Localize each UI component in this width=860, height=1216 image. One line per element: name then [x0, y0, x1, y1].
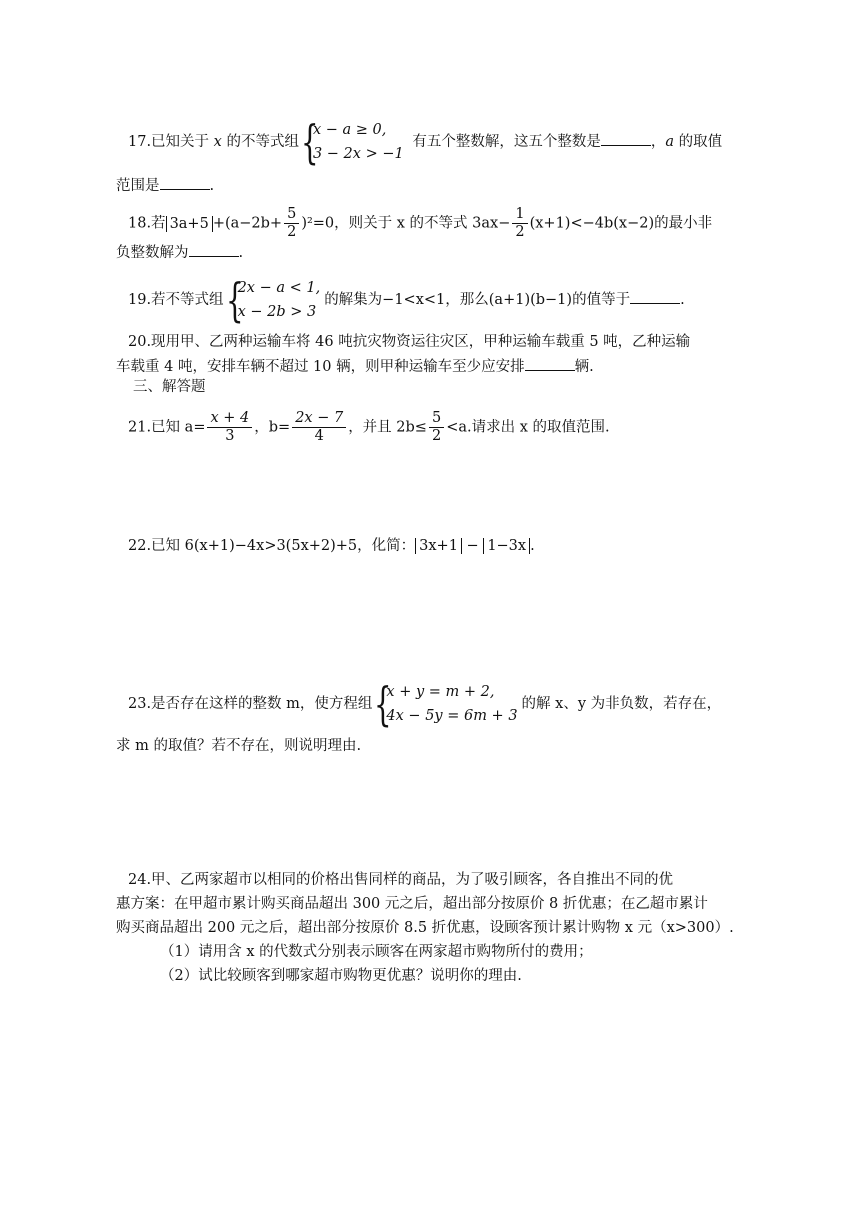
q19-system-row-1: 2x − a < 1, — [237, 280, 321, 296]
q22-abs2-content: 1−3x — [487, 538, 527, 554]
question-23-line-2 — [116, 736, 740, 756]
q17-line2: 范围是 — [116, 178, 160, 194]
q18-line2: 负整数解为 — [116, 245, 189, 261]
q22-absolute-1 — [415, 538, 462, 554]
q17-tail: 的取值 — [673, 134, 723, 150]
question-24-line-2 — [116, 894, 740, 914]
q20-line1: 20.现用甲、乙两种运输车将 46 吨抗灾物资运往灾区，甲种运输车载重 5 吨，乙种运输 — [128, 334, 691, 350]
section-heading-3: 三、解答题 — [133, 379, 206, 395]
q17-blank-2[interactable] — [160, 175, 210, 190]
q17-var-a: a — [665, 134, 674, 150]
q23-line2: 求 m 的取值？若不存在，则说明理由. — [116, 738, 362, 754]
q19-system-row-2: x − 2b > 3 — [237, 304, 317, 320]
question-24-part-1: （1）请用含 x 的代数式分别表示顾客在两家超市购物所付的费用； — [160, 944, 593, 960]
q21-f1-num: x + 4 — [207, 410, 252, 428]
q21-text-b: ，b= — [254, 419, 291, 436]
q20-line2: 车载重 4 吨，安排车辆不超过 10 辆，则甲种运输车至少应安排 — [116, 359, 525, 375]
q19-text: 的解集为−1<x<1，那么(a+1)(b−1)的值等于 — [324, 292, 631, 308]
q18-absolute-value — [166, 216, 213, 232]
q22-abs1-content: 3x+1 — [419, 538, 458, 554]
q23-system-row-2: 4x − 5y = 6m + 3 — [386, 708, 518, 724]
q24-line1: 24.甲、乙两家超市以相同的价格出售同样的商品，为了吸引顾客，各自推出不同的优 — [128, 872, 674, 888]
q19-inequality-system — [225, 273, 321, 327]
question-24 — [128, 870, 740, 890]
q17-system-row-1: x − a ≥ 0, — [312, 122, 387, 138]
q21-fraction-b — [292, 410, 346, 445]
question-21 — [128, 410, 740, 445]
question-17 — [128, 115, 740, 169]
question-18 — [128, 206, 740, 241]
q23-equation-system — [374, 677, 518, 731]
brace-symbol: { — [300, 115, 319, 169]
q19-blank[interactable] — [630, 289, 680, 304]
q21-text-d: <a.请求出 x 的取值范围. — [446, 419, 610, 436]
brace-symbol: { — [374, 677, 392, 731]
q18-f1-den: 2 — [287, 224, 297, 240]
q18-blank[interactable] — [189, 242, 239, 257]
q18-fraction-2 — [512, 206, 527, 241]
q19-end: . — [680, 292, 685, 308]
q21-f3-num: 5 — [429, 410, 444, 428]
q18-lead: 18.若 — [128, 215, 166, 232]
q17-text-2: 有五个整数解，这五个整数是 — [407, 134, 601, 150]
brace-symbol: { — [225, 273, 244, 327]
q20-end: 辆. — [574, 359, 594, 375]
q23-system-row-1: x + y = m + 2, — [386, 684, 495, 700]
q22-end: . — [530, 538, 535, 554]
q23-lead: 23.是否存在这样的整数 m，使方程组 — [128, 696, 373, 712]
q18-fraction-1 — [284, 206, 299, 241]
q18-text-b: +(a−2b+ — [212, 215, 283, 232]
q21-f2-den: 4 — [314, 428, 324, 444]
q19-lead: 19.若不等式组 — [128, 292, 224, 308]
q21-lead: 21.已知 a= — [128, 419, 206, 436]
q18-text-c: )²=0，则关于 x 的不等式 3ax− — [301, 215, 511, 232]
question-24-part-2: （2）试比较顾客到哪家超市购物更优惠？说明你的理由. — [160, 968, 522, 984]
q21-f2-num: 2x − 7 — [292, 410, 346, 428]
q21-f3-den: 2 — [431, 428, 442, 444]
q24-line2: 惠方案：在甲超市累计购买商品超出 300 元之后，超出部分按原价 8 折优惠；在乙超市累计 — [116, 896, 708, 912]
question-20 — [128, 332, 740, 352]
q17-text: 的不等式组 — [221, 134, 299, 150]
question-17-line-2 — [116, 175, 740, 196]
question-22 — [128, 536, 740, 556]
q22-minus: − — [466, 538, 479, 554]
question-23 — [128, 677, 740, 731]
q18-f1-num: 5 — [284, 206, 299, 224]
q21-f1-den: 3 — [225, 428, 235, 444]
q17-comma: ， — [650, 134, 666, 150]
question-19 — [128, 273, 740, 327]
q18-end: . — [238, 245, 244, 261]
q23-text: 的解 x、y 为非负数，若存在， — [521, 696, 722, 712]
q17-lead: 17.已知关于 — [128, 134, 214, 150]
q18-f2-den: 2 — [515, 224, 525, 240]
q22-lead: 22.已知 6(x+1)−4x>3(5x+2)+5，化简： — [128, 538, 416, 554]
q17-end: . — [209, 178, 215, 194]
q20-blank[interactable] — [525, 356, 575, 371]
q21-text-c: ，并且 2b≤ — [348, 419, 427, 436]
q17-system-row-2: 3 − 2x > −1 — [312, 146, 404, 162]
q17-inequality-system — [300, 115, 404, 169]
q21-fraction-a — [207, 410, 252, 445]
q24-line3: 购买商品超出 200 元之后，超出部分按原价 8.5 折优惠，设顾客预计累计购物 x 元（x>300）. — [116, 920, 734, 936]
question-24-line-3 — [116, 918, 740, 938]
q21-fraction-c — [429, 410, 444, 445]
q17-var-x: x — [213, 134, 222, 150]
question-20-line-2 — [116, 356, 740, 377]
q18-abs-content: 3a+5 — [169, 215, 209, 232]
q18-f2-num: 1 — [512, 206, 527, 224]
q18-text-d: (x+1)<−4b(x−2)的最小非 — [529, 215, 713, 232]
q17-blank-1[interactable] — [601, 131, 651, 146]
question-18-line-2 — [116, 242, 740, 263]
q22-absolute-2 — [483, 538, 530, 554]
